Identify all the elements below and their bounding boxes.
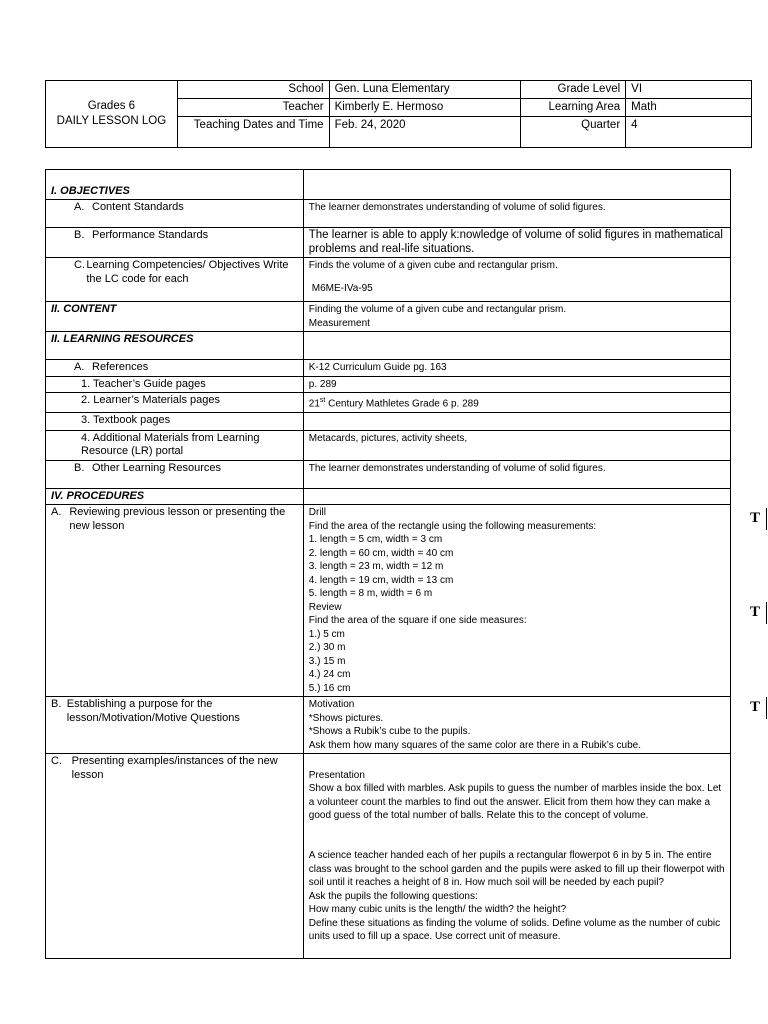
quarter-value: 4: [626, 117, 752, 148]
grades-label: Grades 6: [87, 100, 136, 112]
teaching-dates-value: Feb. 24, 2020: [329, 117, 521, 148]
content-standards-label: A. Content Standards: [46, 200, 304, 228]
daily-lesson-log-label: DAILY LESSON LOG: [56, 115, 167, 127]
lc-code: M6ME-IVa-95: [311, 282, 373, 294]
procedure-c-label: C. Presenting examples/instances of the new lesson: [46, 754, 304, 959]
side-bar-1: [766, 508, 767, 530]
grade-title-cell: [46, 81, 178, 148]
side-mark-1: T: [750, 510, 761, 526]
learning-competencies-label: C. Learning Competencies/ Objectives Write the LC code for each: [46, 258, 304, 302]
other-resources-label: B. Other Learning Resources: [46, 460, 304, 488]
teachers-guide-label: 1. Teacher’s Guide pages: [46, 376, 304, 393]
references-label: A. References: [46, 360, 304, 377]
objectives-heading: I. OBJECTIVES: [46, 170, 304, 200]
side-bar-3: [766, 697, 767, 719]
side-mark-3: T: [750, 699, 761, 715]
lesson-table: [45, 169, 731, 959]
quarter-label: Quarter: [521, 117, 626, 148]
learning-resources-heading: II. LEARNING RESOURCES: [46, 332, 304, 360]
procedures-heading: IV. PROCEDURES: [46, 488, 304, 505]
header-table: [45, 80, 752, 148]
school-value: Gen. Luna Elementary: [329, 81, 521, 99]
references-value: K-12 Curriculum Guide pg. 163: [303, 360, 730, 377]
procedure-b-label: B. Establishing a purpose for the lesson/Motivation/Motive Questions: [46, 697, 304, 754]
learners-materials-label: 2. Learner’s Materials pages: [46, 393, 304, 413]
procedure-c-value: Presentation Show a box filled with marbles. Ask pupils to guess the number of marbles inside the box. Let a volunteer count the marbles to find out the answer. Elicit from them how they can make a good guess of the total number of balls. Relate this to the concept of volume. A science teacher handed each of her pupils a rectangular flowerpot 6 in by 5 in. The entire class was brought to the school garden and the pupils were asked to fill up their flowerpot with soil until it reaches a height of 8 in. How much soil will be needed by each pupil? Ask the pupils the following questions: How many cubic units is the length/ the width? the height? Define these situations as finding the volume of solids. Define volume as the number of cubic units used to fill up a space. Use correct unit of measure.: [303, 754, 730, 959]
textbook-pages-label: 3. Textbook pages: [46, 412, 304, 430]
learning-area-label: Learning Area: [521, 99, 626, 117]
learners-materials-value: 21st Century Mathletes Grade 6 p. 289: [303, 393, 730, 413]
teacher-value: Kimberly E. Hermoso: [329, 99, 521, 117]
school-label: School: [177, 81, 329, 99]
procedure-a-label: A. Reviewing previous lesson or presenting the new lesson: [46, 505, 304, 697]
side-bar-2: [766, 602, 767, 624]
teacher-label: Teacher: [177, 99, 329, 117]
performance-standards-label: B. Performance Standards: [46, 228, 304, 258]
content-standards-value: The learner demonstrates understanding of volume of solid figures.: [303, 200, 730, 228]
additional-materials-value: Metacards, pictures, activity sheets,: [303, 430, 730, 460]
additional-materials-label: 4. Additional Materials from Learning Resource (LR) portal: [46, 430, 304, 460]
side-mark-2: T: [750, 604, 761, 620]
content-value: Finding the volume of a given cube and rectangular prism. Measurement: [303, 302, 730, 332]
other-resources-value: The learner demonstrates understanding of volume of solid figures.: [303, 460, 730, 488]
learning-competencies-value: Finds the volume of a given cube and rectangular prism. M6ME-IVa-95: [303, 258, 730, 302]
teachers-guide-value: p. 289: [303, 376, 730, 393]
teaching-dates-label: Teaching Dates and Time: [177, 117, 329, 148]
performance-standards-value: The learner is able to apply k:nowledge of volume of solid figures in mathematical problems and real-life situations.: [303, 228, 730, 258]
procedure-a-value: Drill Find the area of the rectangle using the following measurements: 1. length = 5 cm, width = 3 cm 2. length = 60 cm, width = 40 cm 3. length = 23 m, width = 12 m 4. length = 19 cm, width = 13 cm 5. length = 8 m, width = 6 m Review Find the area of the square if one side measures: 1.) 5 cm 2.) 30 m 3.) 15 m 4.) 24 cm 5.) 16 cm: [303, 505, 730, 697]
content-heading: II. CONTENT: [46, 302, 304, 332]
grade-level-value: VI: [626, 81, 752, 99]
grade-level-label: Grade Level: [521, 81, 626, 99]
learning-area-value: Math: [626, 99, 752, 117]
procedure-b-value: Motivation *Shows pictures. *Shows a Rubik’s cube to the pupils. Ask them how many squares of the same color are there in a Rubik’s cube.: [303, 697, 730, 754]
